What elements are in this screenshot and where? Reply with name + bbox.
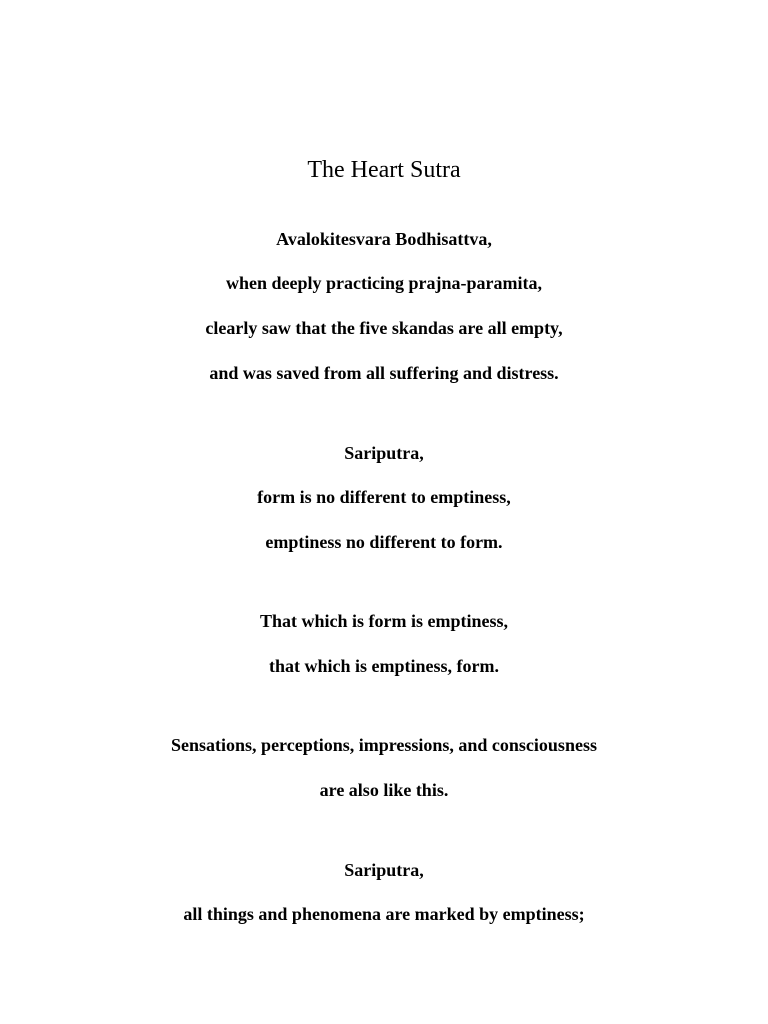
verse-line: form is no different to emptiness, — [257, 487, 511, 507]
verse-line: Sariputra, — [344, 443, 424, 463]
verse-line: that which is emptiness, form. — [269, 656, 499, 676]
document-title: The Heart Sutra — [307, 157, 461, 183]
verse-line: when deeply practicing prajna-paramita, — [226, 273, 542, 293]
verse-line: That which is form is emptiness, — [259, 611, 508, 631]
verse-line: and was saved from all suffering and distress. — [209, 363, 559, 383]
verse-line: Sensations, perceptions, impressions, and consciousness — [171, 735, 597, 755]
verse-line: clearly saw that the five skandas are all empty, — [205, 318, 563, 338]
verse-line: are also like this. — [319, 780, 449, 800]
verse-line: emptiness no different to form. — [265, 532, 503, 552]
verse-line: all things and phenomena are marked by emptiness; — [183, 904, 585, 924]
verse-line: Avalokitesvara Bodhisattva, — [276, 229, 492, 249]
verse-line: Sariputra, — [344, 860, 424, 880]
